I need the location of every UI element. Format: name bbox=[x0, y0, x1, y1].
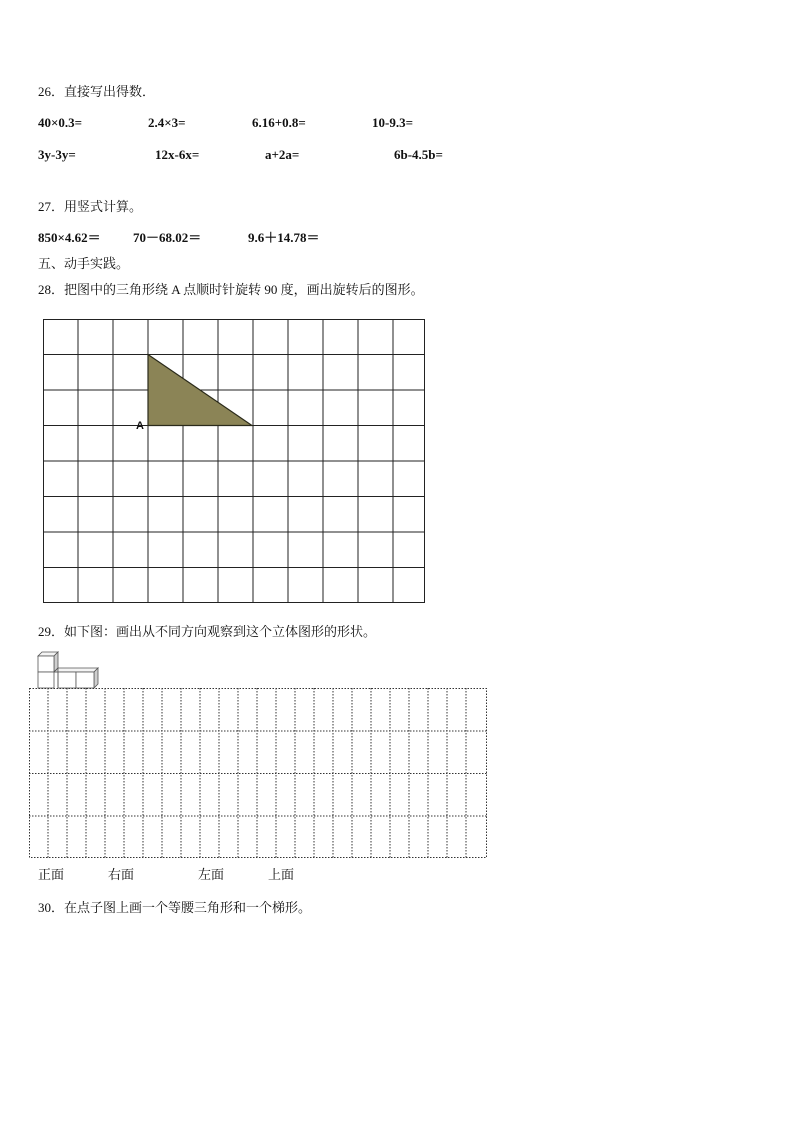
q27-title: 27．用竖式计算。 bbox=[38, 199, 143, 214]
q26-expr-5: 3y-3y= bbox=[38, 147, 76, 162]
point-a-label: A bbox=[136, 420, 144, 432]
q27-item-2: 70－68.02＝ bbox=[133, 230, 202, 245]
view-label-top: 上面 bbox=[268, 867, 295, 882]
q29-title: 29．如下图：画出从不同方向观察到这个立体图形的形状。 bbox=[38, 624, 377, 639]
q26-expr-7: a+2a= bbox=[265, 147, 300, 162]
view-label-front: 正面 bbox=[38, 867, 65, 882]
q26-expr-2: 2.4×3= bbox=[148, 115, 186, 130]
q28-grid bbox=[43, 319, 427, 605]
q26-expr-4: 10-9.3= bbox=[372, 115, 413, 130]
q29-dotted-grid bbox=[29, 688, 489, 860]
q26-expr-8: 6b-4.5b= bbox=[394, 147, 443, 162]
solid-figure-icon bbox=[36, 650, 100, 690]
grid-horizontal-lines bbox=[43, 355, 425, 568]
view-label-left: 左面 bbox=[198, 867, 225, 882]
view-label-right: 右面 bbox=[108, 867, 135, 882]
q27-item-3: 9.6＋14.78＝ bbox=[248, 230, 320, 245]
q26-title: 26．直接写出得数． bbox=[38, 84, 156, 99]
q26-expr-3: 6.16+0.8= bbox=[252, 115, 306, 130]
section-5-title: 五、动手实践。 bbox=[38, 256, 130, 271]
q26-expr-6: 12x-6x= bbox=[155, 147, 200, 162]
q26-expr-1: 40×0.3= bbox=[38, 115, 83, 130]
q27-item-1: 850×4.62＝ bbox=[38, 230, 101, 245]
q30-title: 30．在点子图上画一个等腰三角形和一个梯形。 bbox=[38, 900, 312, 915]
q28-title: 28．把图中的三角形绕 A 点顺时针旋转 90 度，画出旋转后的图形。 bbox=[38, 282, 424, 297]
